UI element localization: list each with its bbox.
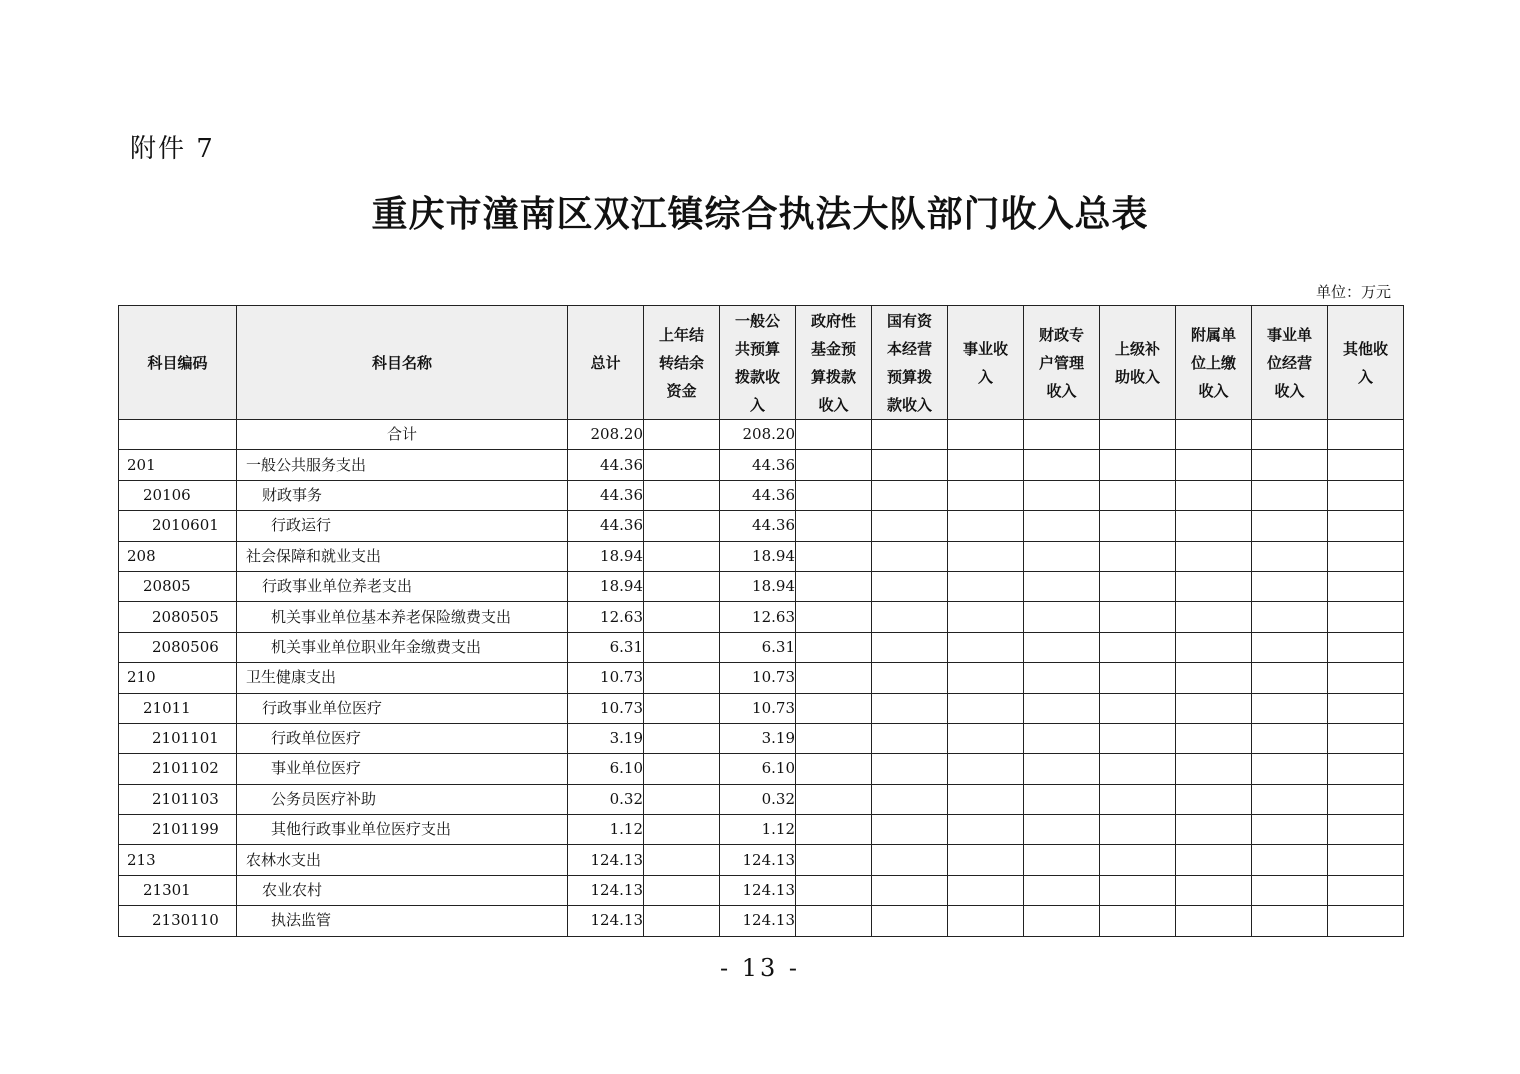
cell-operating-income — [1252, 480, 1328, 510]
cell-business-income — [948, 632, 1024, 662]
cell-name: 财政事务 — [237, 480, 568, 510]
cell-carryover — [644, 663, 720, 693]
cell-state-capital — [872, 541, 948, 571]
cell-other-income — [1328, 663, 1404, 693]
cell-other-income — [1328, 511, 1404, 541]
cell-general-budget: 0.32 — [720, 784, 796, 814]
cell-business-income — [948, 906, 1024, 936]
cell-general-budget: 208.20 — [720, 420, 796, 450]
cell-operating-income — [1252, 602, 1328, 632]
cell-affiliate-remit — [1176, 511, 1252, 541]
cell-total: 44.36 — [568, 450, 644, 480]
cell-other-income — [1328, 450, 1404, 480]
table-row — [119, 754, 1404, 784]
cell-code: 2010601 — [119, 511, 237, 541]
cell-other-income — [1328, 723, 1404, 753]
cell-other-income — [1328, 754, 1404, 784]
cell-fiscal-account — [1024, 875, 1100, 905]
col-header-carryover: 上年结转结余资金 — [644, 306, 720, 420]
cell-gov-fund — [796, 420, 872, 450]
cell-state-capital — [872, 784, 948, 814]
cell-state-capital — [872, 420, 948, 450]
cell-fiscal-account — [1024, 480, 1100, 510]
cell-business-income — [948, 663, 1024, 693]
cell-general-budget: 124.13 — [720, 875, 796, 905]
cell-state-capital — [872, 875, 948, 905]
cell-fiscal-account — [1024, 784, 1100, 814]
page-title: 重庆市潼南区双江镇综合执法大队部门收入总表 — [371, 193, 1149, 235]
cell-affiliate-remit — [1176, 602, 1252, 632]
cell-general-budget: 12.63 — [720, 602, 796, 632]
cell-business-income — [948, 450, 1024, 480]
cell-name: 行政单位医疗 — [237, 723, 568, 753]
cell-total: 6.10 — [568, 754, 644, 784]
table-row — [119, 693, 1404, 723]
cell-state-capital — [872, 754, 948, 784]
cell-total: 10.73 — [568, 693, 644, 723]
cell-other-income — [1328, 571, 1404, 601]
cell-total: 124.13 — [568, 875, 644, 905]
cell-name: 行政事业单位养老支出 — [237, 571, 568, 601]
table-row — [119, 480, 1404, 510]
col-header-operating-income: 事业单位经营收入 — [1252, 306, 1328, 420]
cell-name: 机关事业单位基本养老保险缴费支出 — [237, 602, 568, 632]
cell-fiscal-account — [1024, 541, 1100, 571]
cell-other-income — [1328, 602, 1404, 632]
col-header-total: 总计 — [568, 306, 644, 420]
cell-code — [119, 420, 237, 450]
cell-operating-income — [1252, 845, 1328, 875]
cell-total: 3.19 — [568, 723, 644, 753]
cell-superior-subsidy — [1100, 541, 1176, 571]
cell-other-income — [1328, 784, 1404, 814]
cell-gov-fund — [796, 693, 872, 723]
cell-affiliate-remit — [1176, 571, 1252, 601]
cell-name: 合计 — [237, 420, 568, 450]
cell-affiliate-remit — [1176, 450, 1252, 480]
cell-fiscal-account — [1024, 693, 1100, 723]
cell-general-budget: 44.36 — [720, 511, 796, 541]
cell-affiliate-remit — [1176, 875, 1252, 905]
cell-other-income — [1328, 632, 1404, 662]
cell-general-budget: 10.73 — [720, 663, 796, 693]
cell-fiscal-account — [1024, 723, 1100, 753]
col-header-other-income: 其他收入 — [1328, 306, 1404, 420]
cell-other-income — [1328, 815, 1404, 845]
cell-operating-income — [1252, 723, 1328, 753]
cell-operating-income — [1252, 693, 1328, 723]
cell-carryover — [644, 602, 720, 632]
col-header-code: 科目编码 — [119, 306, 237, 420]
cell-carryover — [644, 571, 720, 601]
cell-gov-fund — [796, 723, 872, 753]
table-header-row — [119, 306, 1404, 420]
cell-business-income — [948, 723, 1024, 753]
col-header-general-budget: 一般公共预算拨款收入 — [720, 306, 796, 420]
cell-fiscal-account — [1024, 511, 1100, 541]
cell-carryover — [644, 723, 720, 753]
cell-operating-income — [1252, 784, 1328, 814]
table-row — [119, 875, 1404, 905]
unit-label: 单位：万元 — [1315, 283, 1391, 301]
cell-fiscal-account — [1024, 906, 1100, 936]
cell-total: 6.31 — [568, 632, 644, 662]
cell-name: 其他行政事业单位医疗支出 — [237, 815, 568, 845]
cell-gov-fund — [796, 571, 872, 601]
cell-code: 2101101 — [119, 723, 237, 753]
cell-superior-subsidy — [1100, 784, 1176, 814]
table-row — [119, 511, 1404, 541]
table-row — [119, 632, 1404, 662]
cell-name: 事业单位医疗 — [237, 754, 568, 784]
cell-other-income — [1328, 693, 1404, 723]
cell-superior-subsidy — [1100, 420, 1176, 450]
cell-state-capital — [872, 632, 948, 662]
cell-state-capital — [872, 845, 948, 875]
cell-general-budget: 44.36 — [720, 450, 796, 480]
cell-state-capital — [872, 723, 948, 753]
cell-code: 208 — [119, 541, 237, 571]
cell-total: 0.32 — [568, 784, 644, 814]
page-number: - 13 - — [719, 954, 800, 982]
cell-operating-income — [1252, 663, 1328, 693]
cell-business-income — [948, 815, 1024, 845]
table-row — [119, 571, 1404, 601]
cell-code: 201 — [119, 450, 237, 480]
cell-gov-fund — [796, 541, 872, 571]
cell-superior-subsidy — [1100, 480, 1176, 510]
col-header-affiliate-remit: 附属单位上缴收入 — [1176, 306, 1252, 420]
cell-gov-fund — [796, 632, 872, 662]
cell-code: 210 — [119, 663, 237, 693]
cell-business-income — [948, 875, 1024, 905]
cell-superior-subsidy — [1100, 723, 1176, 753]
cell-gov-fund — [796, 784, 872, 814]
cell-carryover — [644, 450, 720, 480]
cell-name: 机关事业单位职业年金缴费支出 — [237, 632, 568, 662]
cell-general-budget: 6.31 — [720, 632, 796, 662]
cell-code: 2101102 — [119, 754, 237, 784]
attachment-label: 附件 7 — [130, 134, 215, 164]
cell-superior-subsidy — [1100, 602, 1176, 632]
cell-name: 农林水支出 — [237, 845, 568, 875]
table-row — [119, 815, 1404, 845]
cell-state-capital — [872, 815, 948, 845]
cell-carryover — [644, 420, 720, 450]
cell-gov-fund — [796, 511, 872, 541]
cell-state-capital — [872, 511, 948, 541]
cell-operating-income — [1252, 875, 1328, 905]
cell-name: 执法监管 — [237, 906, 568, 936]
cell-gov-fund — [796, 663, 872, 693]
cell-business-income — [948, 420, 1024, 450]
cell-other-income — [1328, 420, 1404, 450]
cell-affiliate-remit — [1176, 663, 1252, 693]
cell-general-budget: 1.12 — [720, 815, 796, 845]
cell-carryover — [644, 784, 720, 814]
cell-business-income — [948, 511, 1024, 541]
cell-total: 44.36 — [568, 511, 644, 541]
cell-total: 44.36 — [568, 480, 644, 510]
cell-name: 一般公共服务支出 — [237, 450, 568, 480]
cell-fiscal-account — [1024, 571, 1100, 601]
cell-general-budget: 124.13 — [720, 845, 796, 875]
cell-fiscal-account — [1024, 420, 1100, 450]
cell-total: 1.12 — [568, 815, 644, 845]
cell-total: 12.63 — [568, 602, 644, 632]
table-row — [119, 845, 1404, 875]
col-header-gov-fund: 政府性基金预算拨款收入 — [796, 306, 872, 420]
cell-general-budget: 18.94 — [720, 541, 796, 571]
cell-other-income — [1328, 541, 1404, 571]
cell-gov-fund — [796, 906, 872, 936]
cell-fiscal-account — [1024, 602, 1100, 632]
cell-other-income — [1328, 845, 1404, 875]
cell-affiliate-remit — [1176, 632, 1252, 662]
cell-state-capital — [872, 693, 948, 723]
cell-superior-subsidy — [1100, 511, 1176, 541]
cell-code: 213 — [119, 845, 237, 875]
table-row — [119, 663, 1404, 693]
cell-carryover — [644, 906, 720, 936]
table-row — [119, 906, 1404, 936]
cell-affiliate-remit — [1176, 693, 1252, 723]
cell-operating-income — [1252, 420, 1328, 450]
col-header-name: 科目名称 — [237, 306, 568, 420]
col-header-superior-subsidy: 上级补助收入 — [1100, 306, 1176, 420]
table-row — [119, 602, 1404, 632]
cell-other-income — [1328, 480, 1404, 510]
cell-state-capital — [872, 480, 948, 510]
cell-general-budget: 44.36 — [720, 480, 796, 510]
cell-carryover — [644, 480, 720, 510]
cell-operating-income — [1252, 511, 1328, 541]
cell-total: 10.73 — [568, 663, 644, 693]
cell-general-budget: 10.73 — [720, 693, 796, 723]
cell-gov-fund — [796, 450, 872, 480]
table-row — [119, 420, 1404, 450]
cell-fiscal-account — [1024, 754, 1100, 784]
cell-total: 18.94 — [568, 541, 644, 571]
cell-general-budget: 124.13 — [720, 906, 796, 936]
cell-superior-subsidy — [1100, 815, 1176, 845]
table-row — [119, 723, 1404, 753]
cell-superior-subsidy — [1100, 663, 1176, 693]
income-summary-table — [118, 305, 1404, 937]
cell-code: 2080506 — [119, 632, 237, 662]
table-row — [119, 541, 1404, 571]
cell-fiscal-account — [1024, 632, 1100, 662]
cell-carryover — [644, 875, 720, 905]
cell-fiscal-account — [1024, 815, 1100, 845]
cell-general-budget: 3.19 — [720, 723, 796, 753]
cell-gov-fund — [796, 602, 872, 632]
cell-code: 20805 — [119, 571, 237, 601]
cell-superior-subsidy — [1100, 845, 1176, 875]
cell-total: 208.20 — [568, 420, 644, 450]
table-row — [119, 450, 1404, 480]
cell-name: 行政运行 — [237, 511, 568, 541]
cell-code: 2101103 — [119, 784, 237, 814]
cell-gov-fund — [796, 754, 872, 784]
cell-code: 2130110 — [119, 906, 237, 936]
cell-code: 2101199 — [119, 815, 237, 845]
cell-state-capital — [872, 571, 948, 601]
cell-operating-income — [1252, 754, 1328, 784]
cell-fiscal-account — [1024, 663, 1100, 693]
cell-carryover — [644, 693, 720, 723]
cell-state-capital — [872, 602, 948, 632]
cell-general-budget: 18.94 — [720, 571, 796, 601]
cell-operating-income — [1252, 815, 1328, 845]
cell-affiliate-remit — [1176, 754, 1252, 784]
cell-carryover — [644, 511, 720, 541]
cell-carryover — [644, 815, 720, 845]
cell-carryover — [644, 541, 720, 571]
cell-affiliate-remit — [1176, 420, 1252, 450]
cell-operating-income — [1252, 450, 1328, 480]
cell-general-budget: 6.10 — [720, 754, 796, 784]
cell-superior-subsidy — [1100, 632, 1176, 662]
cell-business-income — [948, 693, 1024, 723]
cell-superior-subsidy — [1100, 875, 1176, 905]
cell-state-capital — [872, 906, 948, 936]
cell-total: 124.13 — [568, 845, 644, 875]
cell-total: 18.94 — [568, 571, 644, 601]
cell-gov-fund — [796, 815, 872, 845]
cell-business-income — [948, 541, 1024, 571]
cell-other-income — [1328, 875, 1404, 905]
cell-code: 21011 — [119, 693, 237, 723]
cell-superior-subsidy — [1100, 450, 1176, 480]
cell-business-income — [948, 571, 1024, 601]
cell-affiliate-remit — [1176, 541, 1252, 571]
cell-gov-fund — [796, 875, 872, 905]
table-row — [119, 784, 1404, 814]
cell-affiliate-remit — [1176, 906, 1252, 936]
cell-carryover — [644, 632, 720, 662]
cell-superior-subsidy — [1100, 693, 1176, 723]
cell-fiscal-account — [1024, 845, 1100, 875]
cell-code: 21301 — [119, 875, 237, 905]
cell-operating-income — [1252, 632, 1328, 662]
cell-superior-subsidy — [1100, 906, 1176, 936]
cell-affiliate-remit — [1176, 845, 1252, 875]
cell-name: 行政事业单位医疗 — [237, 693, 568, 723]
cell-superior-subsidy — [1100, 571, 1176, 601]
cell-operating-income — [1252, 541, 1328, 571]
cell-gov-fund — [796, 480, 872, 510]
cell-affiliate-remit — [1176, 480, 1252, 510]
cell-business-income — [948, 845, 1024, 875]
cell-carryover — [644, 845, 720, 875]
cell-fiscal-account — [1024, 450, 1100, 480]
cell-name: 公务员医疗补助 — [237, 784, 568, 814]
cell-other-income — [1328, 906, 1404, 936]
cell-gov-fund — [796, 845, 872, 875]
cell-affiliate-remit — [1176, 723, 1252, 753]
cell-business-income — [948, 754, 1024, 784]
col-header-state-capital: 国有资本经营预算拨款收入 — [872, 306, 948, 420]
cell-state-capital — [872, 450, 948, 480]
cell-carryover — [644, 754, 720, 784]
cell-business-income — [948, 602, 1024, 632]
cell-total: 124.13 — [568, 906, 644, 936]
cell-affiliate-remit — [1176, 815, 1252, 845]
cell-state-capital — [872, 663, 948, 693]
col-header-fiscal-account: 财政专户管理收入 — [1024, 306, 1100, 420]
cell-business-income — [948, 480, 1024, 510]
cell-affiliate-remit — [1176, 784, 1252, 814]
cell-name: 卫生健康支出 — [237, 663, 568, 693]
cell-business-income — [948, 784, 1024, 814]
cell-code: 20106 — [119, 480, 237, 510]
cell-superior-subsidy — [1100, 754, 1176, 784]
cell-operating-income — [1252, 571, 1328, 601]
col-header-business-income: 事业收入 — [948, 306, 1024, 420]
cell-operating-income — [1252, 906, 1328, 936]
cell-code: 2080505 — [119, 602, 237, 632]
cell-name: 社会保障和就业支出 — [237, 541, 568, 571]
cell-name: 农业农村 — [237, 875, 568, 905]
